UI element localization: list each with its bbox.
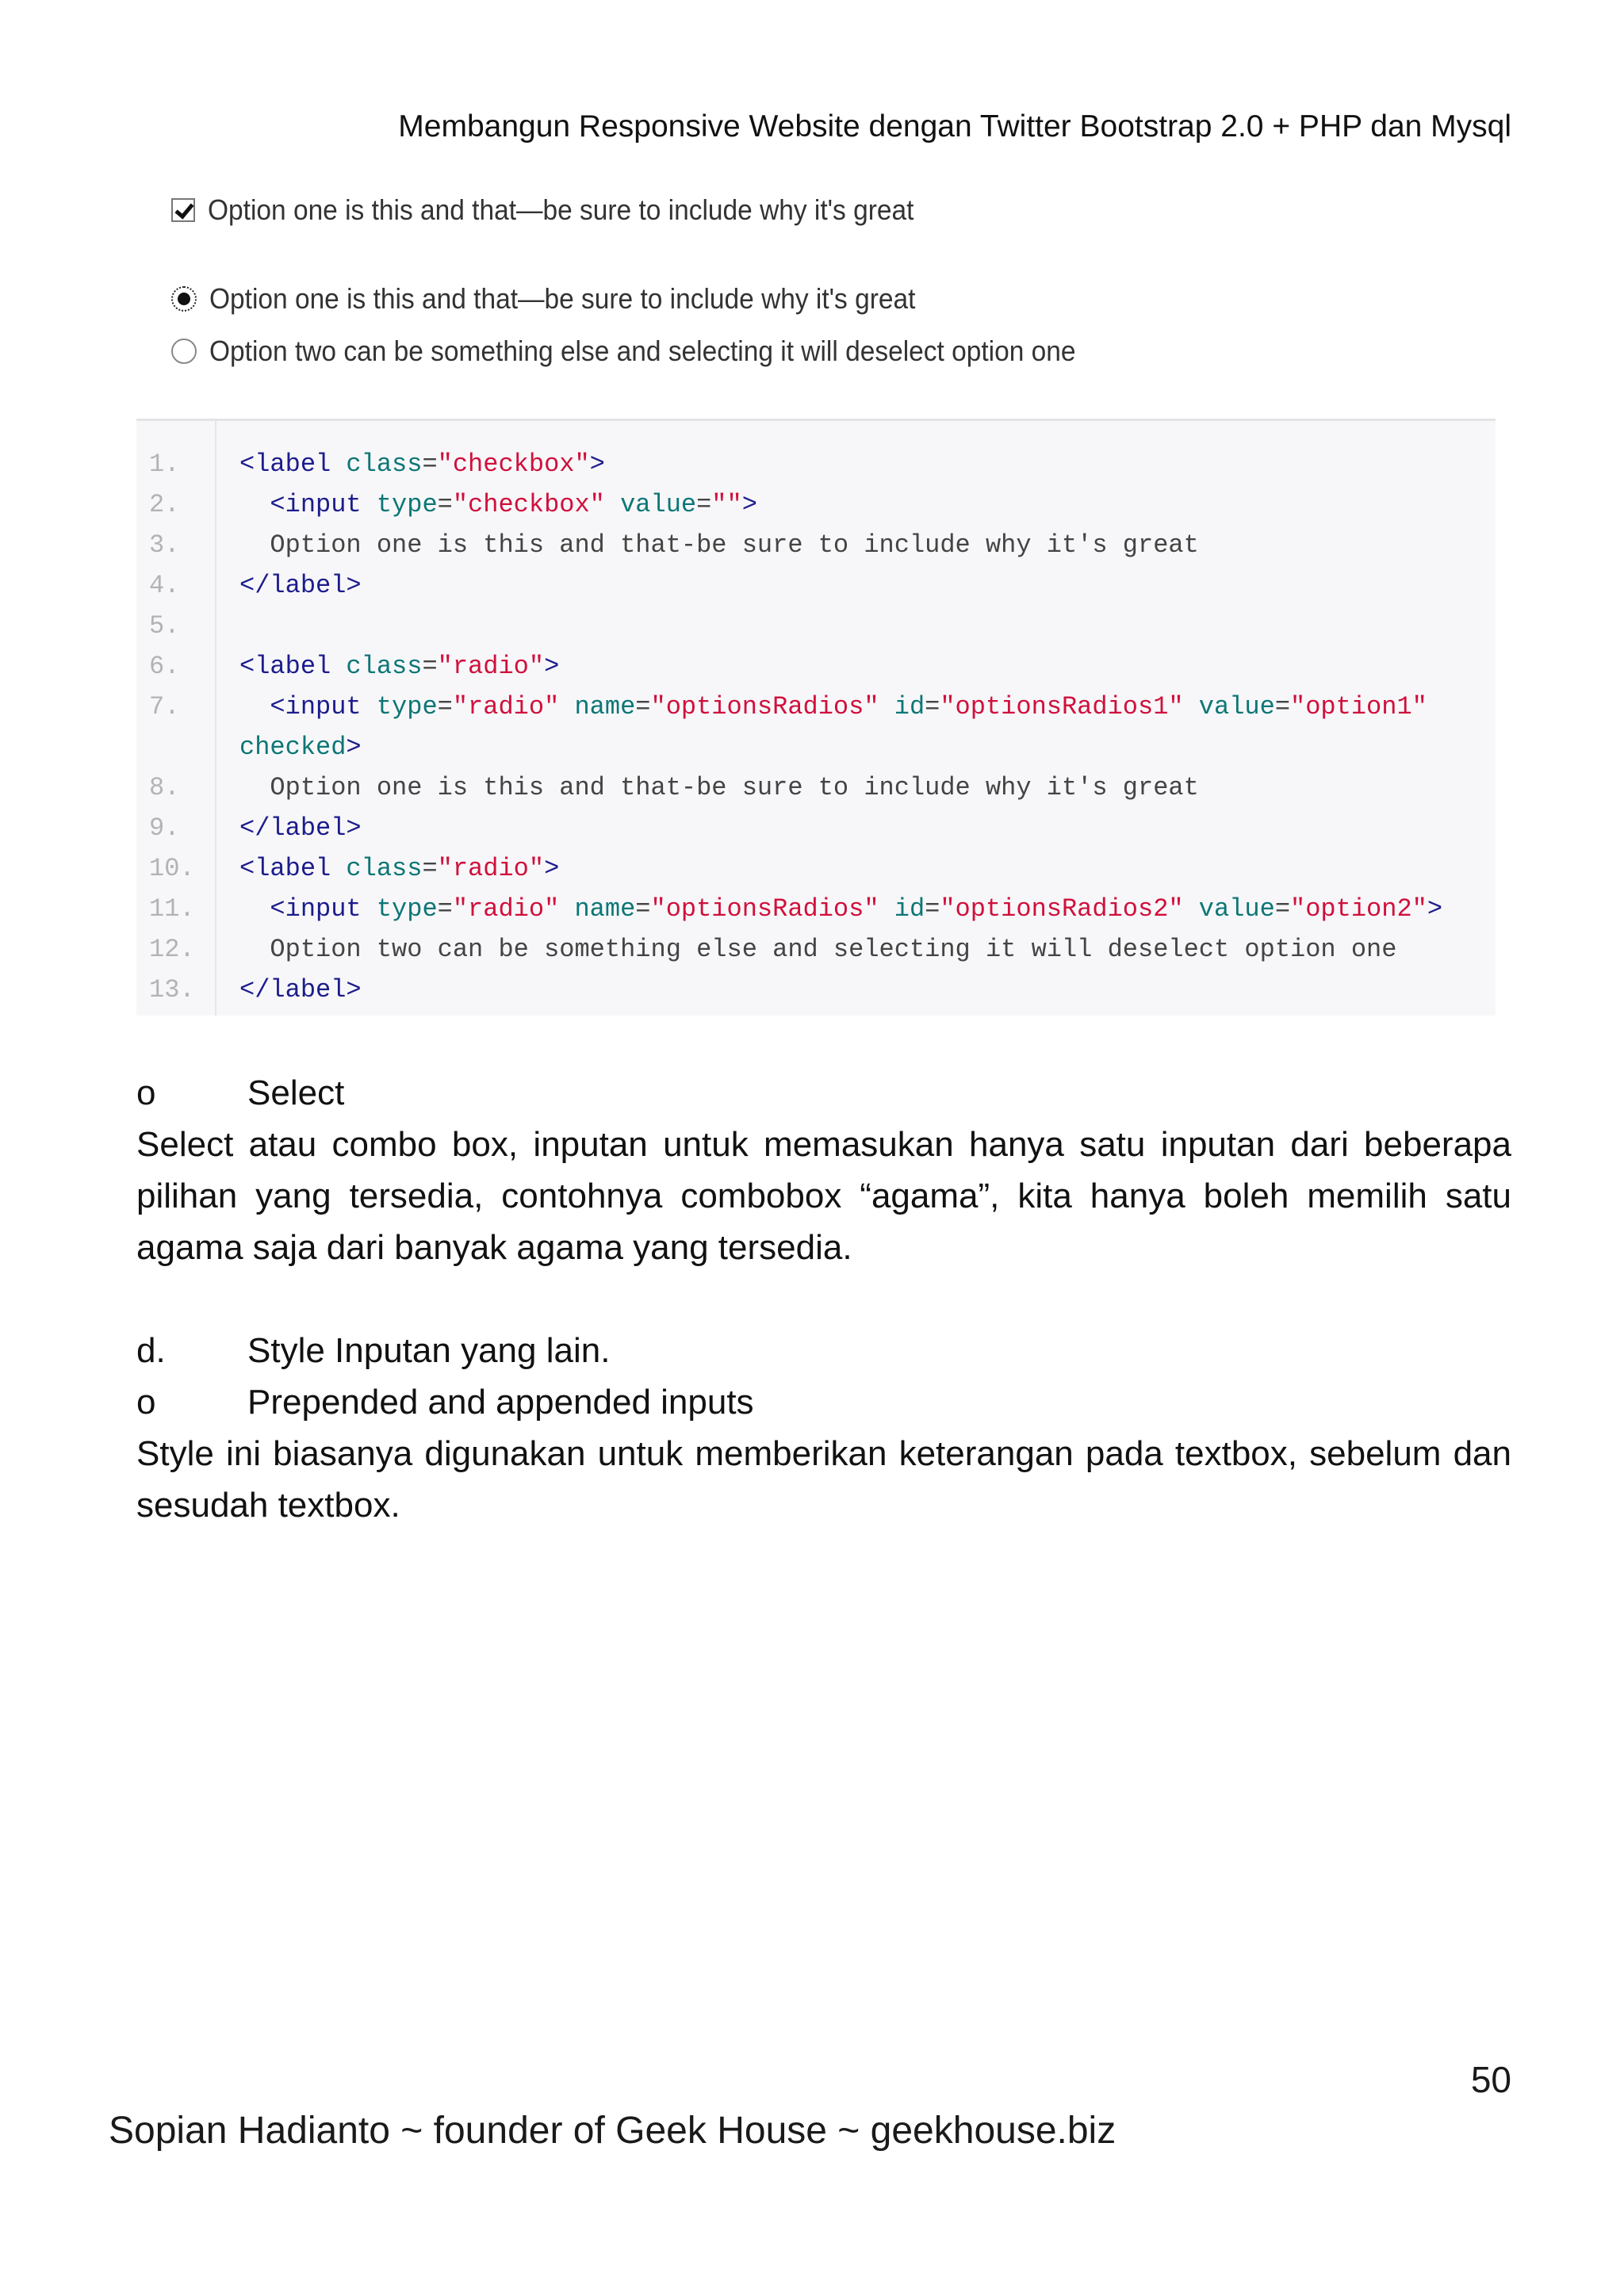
code-text (239, 692, 1427, 721)
code-block (136, 419, 1496, 1016)
code-text (239, 935, 1396, 964)
code-token-tag: > (544, 652, 560, 681)
code-token-attr: type (376, 692, 438, 721)
line-number: 7. (149, 692, 180, 721)
code-token-txt: = (635, 894, 651, 924)
code-text (239, 813, 362, 843)
code-token-tag: <input (270, 692, 377, 721)
code-token-txt (239, 490, 270, 519)
code-token-txt: = (422, 652, 438, 681)
demo-radio-2[interactable] (171, 335, 1141, 368)
code-token-txt (1184, 894, 1199, 924)
code-token-attr: name (574, 692, 636, 721)
page-number: 50 (1470, 2059, 1511, 2100)
line-number: 10. (149, 854, 195, 883)
code-token-attr: value (1198, 894, 1275, 924)
code-token-txt (559, 894, 574, 924)
code-token-attr: class (346, 854, 423, 883)
line-number: 3. (149, 530, 180, 560)
code-token-str: "radio" (437, 652, 545, 681)
code-token-tag: <label (239, 652, 347, 681)
line-number: 11. (149, 894, 195, 924)
code-text (239, 652, 559, 681)
code-token-txt: = (422, 854, 438, 883)
line-number: 6. (149, 652, 180, 681)
section-other-inputs (136, 1325, 1511, 1531)
code-token-str: "radio" (452, 692, 560, 721)
code-token-txt: = (696, 490, 712, 519)
code-text (239, 854, 559, 883)
code-token-attr: checked (239, 733, 347, 762)
checkbox-label: Option one is this and that—be sure to include why it's great (208, 193, 914, 226)
radio-selected-icon[interactable] (171, 286, 197, 312)
code-token-txt (1184, 692, 1199, 721)
line-number: 1. (149, 450, 180, 479)
code-token-attr: class (346, 652, 423, 681)
code-token-txt (879, 894, 894, 924)
subsection-heading: Prepended and appended inputs (247, 1383, 754, 1422)
section-heading: Select (247, 1073, 345, 1112)
code-token-txt: Option one is this and that-be sure to include why it's great (239, 530, 1199, 560)
code-token-txt: = (635, 692, 651, 721)
code-token-txt (239, 692, 270, 721)
code-token-str: "optionsRadios1" (940, 692, 1184, 721)
code-token-attr: type (376, 490, 438, 519)
code-token-tag: </label> (239, 571, 362, 600)
code-text (239, 894, 1442, 924)
line-number: 4. (149, 571, 180, 600)
code-token-txt: = (437, 894, 453, 924)
demo-radio-1[interactable] (171, 282, 968, 316)
code-token-tag: > (741, 490, 757, 519)
line-number: 5. (149, 611, 180, 641)
code-token-str: "checkbox" (452, 490, 605, 519)
code-token-tag: <label (239, 450, 347, 479)
code-token-txt: = (1274, 692, 1291, 721)
line-number: 2. (149, 490, 180, 519)
paragraph: Style ini biasanya digunakan untuk memberikan keterangan pada textbox, sebelum dan sesudah textbox. (136, 1434, 1511, 1525)
code-token-str: "" (711, 490, 742, 519)
code-text (239, 530, 1199, 560)
radio-label-2: Option two can be something else and selecting it will deselect option one (209, 335, 1076, 367)
code-token-attr: id (894, 692, 925, 721)
section-heading: Style Inputan yang lain. (247, 1331, 611, 1370)
section-select (136, 1067, 1511, 1273)
code-token-tag: > (544, 854, 560, 883)
code-token-tag: > (1427, 894, 1443, 924)
code-token-str: "checkbox" (437, 450, 590, 479)
radio-label-1: Option one is this and that—be sure to include why it's great (209, 282, 916, 315)
code-token-txt (559, 692, 574, 721)
code-token-txt: = (925, 692, 940, 721)
code-token-txt: = (1274, 894, 1291, 924)
radio-unselected-icon[interactable] (171, 339, 197, 364)
code-token-attr: class (346, 450, 423, 479)
code-text (239, 733, 362, 762)
code-token-str: "optionsRadios2" (940, 894, 1184, 924)
code-text (239, 571, 362, 600)
code-token-tag: <label (239, 854, 347, 883)
code-token-attr: id (894, 894, 925, 924)
bullet: o (136, 1073, 156, 1112)
code-token-txt: Option two can be something else and selecting it will deselect option one (239, 935, 1397, 964)
code-token-str: "option1" (1290, 692, 1427, 721)
list-marker: d. (136, 1331, 166, 1370)
code-token-txt (879, 692, 894, 721)
code-token-attr: name (574, 894, 636, 924)
code-token-txt: Option one is this and that-be sure to include why it's great (239, 773, 1199, 802)
code-token-str: "optionsRadios" (650, 894, 879, 924)
code-token-tag: <input (270, 894, 377, 924)
line-number: 8. (149, 773, 180, 802)
code-token-tag: > (589, 450, 605, 479)
code-token-str: "option2" (1290, 894, 1427, 924)
code-token-txt (239, 894, 270, 924)
code-text (239, 490, 757, 519)
code-token-attr: value (620, 490, 697, 519)
code-token-txt: = (422, 450, 438, 479)
code-token-tag: </label> (239, 975, 362, 1004)
bullet: o (136, 1383, 156, 1422)
code-text (239, 450, 605, 479)
line-number: 9. (149, 813, 180, 843)
code-token-attr: type (376, 894, 438, 924)
page-footer: Sopian Hadianto ~ founder of Geek House ~ geekhouse.biz (109, 2110, 1116, 2152)
line-number: 13. (149, 975, 195, 1004)
code-token-txt: = (437, 692, 453, 721)
code-token-txt (605, 490, 620, 519)
demo-checkbox[interactable] (171, 193, 967, 227)
code-token-txt: = (437, 490, 453, 519)
checkbox-checked-icon[interactable] (171, 198, 195, 222)
code-token-tag: <input (270, 490, 377, 519)
code-token-str: "optionsRadios" (650, 692, 879, 721)
paragraph: Select atau combo box, inputan untuk memasukan hanya satu inputan dari beberapa pilihan yang tersedia, contohnya combobox “agama”, kita hanya boleh memilih satu agama saja dari banyak agama yang tersedia. (136, 1125, 1511, 1267)
code-token-attr: value (1198, 692, 1275, 721)
code-token-str: "radio" (452, 894, 560, 924)
code-text (239, 773, 1199, 802)
code-token-txt: = (925, 894, 940, 924)
running-header: Membangun Responsive Website dengan Twitter Bootstrap 2.0 + PHP dan Mysql (398, 109, 1511, 144)
code-token-tag: </label> (239, 813, 362, 843)
code-token-tag: > (346, 733, 362, 762)
code-token-str: "radio" (437, 854, 545, 883)
line-number: 12. (149, 935, 195, 964)
code-text (239, 975, 362, 1004)
